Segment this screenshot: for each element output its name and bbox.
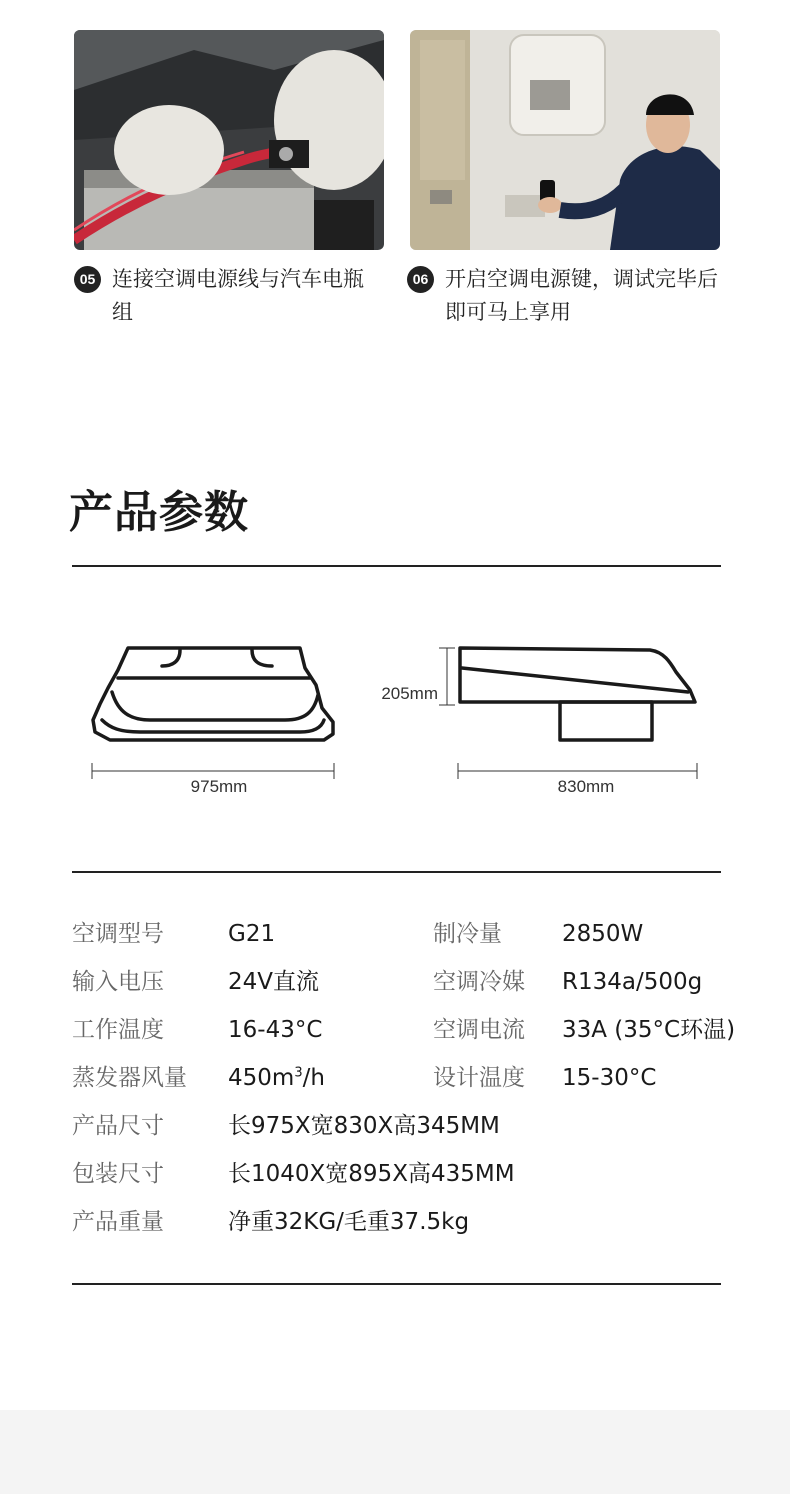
side-height-dimension-line <box>439 648 455 705</box>
spec-label: 工作温度 <box>72 1017 164 1043</box>
airflow-value: 450m <box>228 1065 295 1091</box>
step-text: 开启空调电源键，调试完毕后即可马上享用 <box>445 267 718 324</box>
spec-row <box>72 958 752 1006</box>
step-06-caption <box>407 263 737 329</box>
spec-label: 空调型号 <box>72 921 164 947</box>
airflow-exponent: 3 <box>294 1065 303 1081</box>
spec-value: G21 <box>228 921 276 947</box>
spec-value: 长975X宽830X高345MM <box>228 1113 500 1139</box>
spec-row <box>72 1006 752 1054</box>
spec-value: 33A (35°C环温) <box>562 1017 736 1043</box>
step-05-caption <box>74 263 374 329</box>
top-view-outline <box>93 648 333 740</box>
divider <box>72 1283 721 1285</box>
divider <box>72 565 721 567</box>
spec-label: 产品尺寸 <box>72 1113 164 1139</box>
spec-row <box>72 1102 752 1150</box>
spec-value: 24V直流 <box>228 969 320 995</box>
cabin-installation-photo <box>410 30 720 250</box>
spec-row <box>72 1150 752 1198</box>
spec-value: 15-30°C <box>562 1065 657 1091</box>
side-length-label: 830mm <box>557 777 615 796</box>
dimension-diagram <box>0 600 790 830</box>
spec-row <box>72 1054 752 1102</box>
airflow-unit: /h <box>302 1065 325 1091</box>
side-height-label: 205mm <box>381 684 438 703</box>
spec-value: 2850W <box>562 921 644 947</box>
spec-value: 长1040X宽895X高435MM <box>228 1161 515 1187</box>
spec-label: 空调电流 <box>433 1017 525 1043</box>
spec-label: 蒸发器风量 <box>72 1065 187 1091</box>
spec-row <box>72 910 752 958</box>
spec-label: 产品重量 <box>72 1209 164 1235</box>
battery-connection-photo <box>74 30 384 250</box>
top-width-label: 975mm <box>190 777 248 796</box>
spec-label: 设计温度 <box>433 1065 525 1091</box>
step-number-badge: 05 <box>74 266 101 293</box>
spec-row <box>72 1198 752 1246</box>
spec-table <box>72 910 752 1246</box>
spec-value: 16-43°C <box>228 1017 323 1043</box>
section-title: 产品参数 <box>69 487 249 538</box>
footer-band <box>0 1410 790 1494</box>
spec-label: 空调冷媒 <box>433 969 525 995</box>
spec-value: 净重32KG/毛重37.5kg <box>228 1209 470 1235</box>
spec-label: 输入电压 <box>72 969 164 995</box>
spec-value: R134a/500g <box>562 969 703 995</box>
spec-value <box>228 1054 325 1102</box>
divider <box>72 871 721 873</box>
spec-label: 制冷量 <box>433 921 502 947</box>
spec-label: 包装尺寸 <box>72 1161 164 1187</box>
step-number-badge: 06 <box>407 266 434 293</box>
side-view-outline <box>460 648 695 740</box>
step-text: 连接空调电源线与汽车电瓶组 <box>112 267 364 324</box>
